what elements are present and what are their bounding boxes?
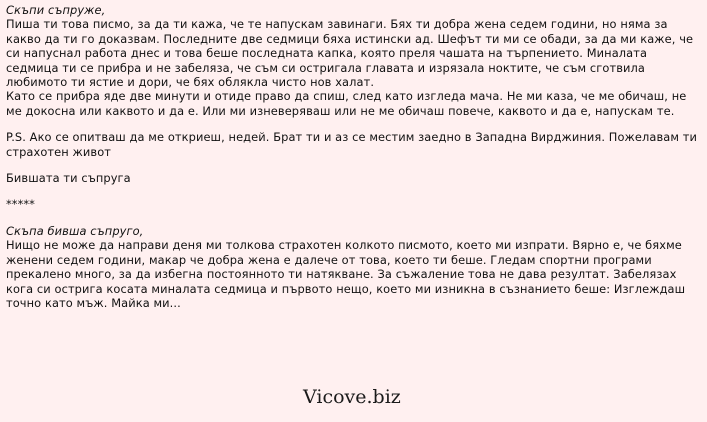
letter1-postscript: P.S. Ако се опитваш да ме откриеш, недей. Брат ти и аз се местим заедно в Западна Вирджиния. Пожелавам ти страхотен живот bbox=[6, 130, 697, 159]
letter1-signature: Бившата ти съпруга bbox=[6, 171, 131, 186]
letter1-greeting: Скъпи съпруже, bbox=[6, 3, 106, 17]
letter1-paragraph-2: Като се прибра яде две минути и отиде право да спиш, след като изгледа мача. Не ми каза, че ме обичаш, не ме докосна или каквото и да е. Или ми изневеряваш или не ме обичаш повече, каквото и да е, напускам те. bbox=[6, 89, 687, 118]
letter2-greeting: Скъпа бивша съпруго, bbox=[6, 223, 144, 238]
separator: ***** bbox=[6, 197, 35, 212]
site-watermark: Vicove.biz bbox=[303, 386, 401, 408]
letter2-paragraph-1: Нищо не може да направи деня ми толкова страхотен колкото писмото, което ми изпрати. Вярно е, че бяхме женени седем години, макар че добра жена е далече от това, което ти беше. Гледам спортни програми прекалено много, за да избегна постоянното ти натякване. За съжаление това не дава резултат. Забелязах кога си острига косата миналата седмица и първото нещо, което ми изникна в съзнанието беше: Изглеждаш точно като мъж. Майка ми... bbox=[6, 238, 686, 310]
joke-document bbox=[6, 3, 700, 310]
letter1-paragraph-1: Пиша ти това писмо, за да ти кажа, че те напускам завинаги. Бях ти добра жена седем години, но няма за какво да ти го доказвам. Последните две седмици бяха истински ад. Шефът ти ми се обади, за да ми каже, че си напуснал работа днес и това беше последната капка, която преля чашата на търпението. Миналата седмица ти се прибра и не забеляза, че съм си остригала главата и изрязала ноктите, че съм сготвила любимото ти ястие и дори, че бях облякла чисто нов халат. bbox=[6, 17, 694, 90]
